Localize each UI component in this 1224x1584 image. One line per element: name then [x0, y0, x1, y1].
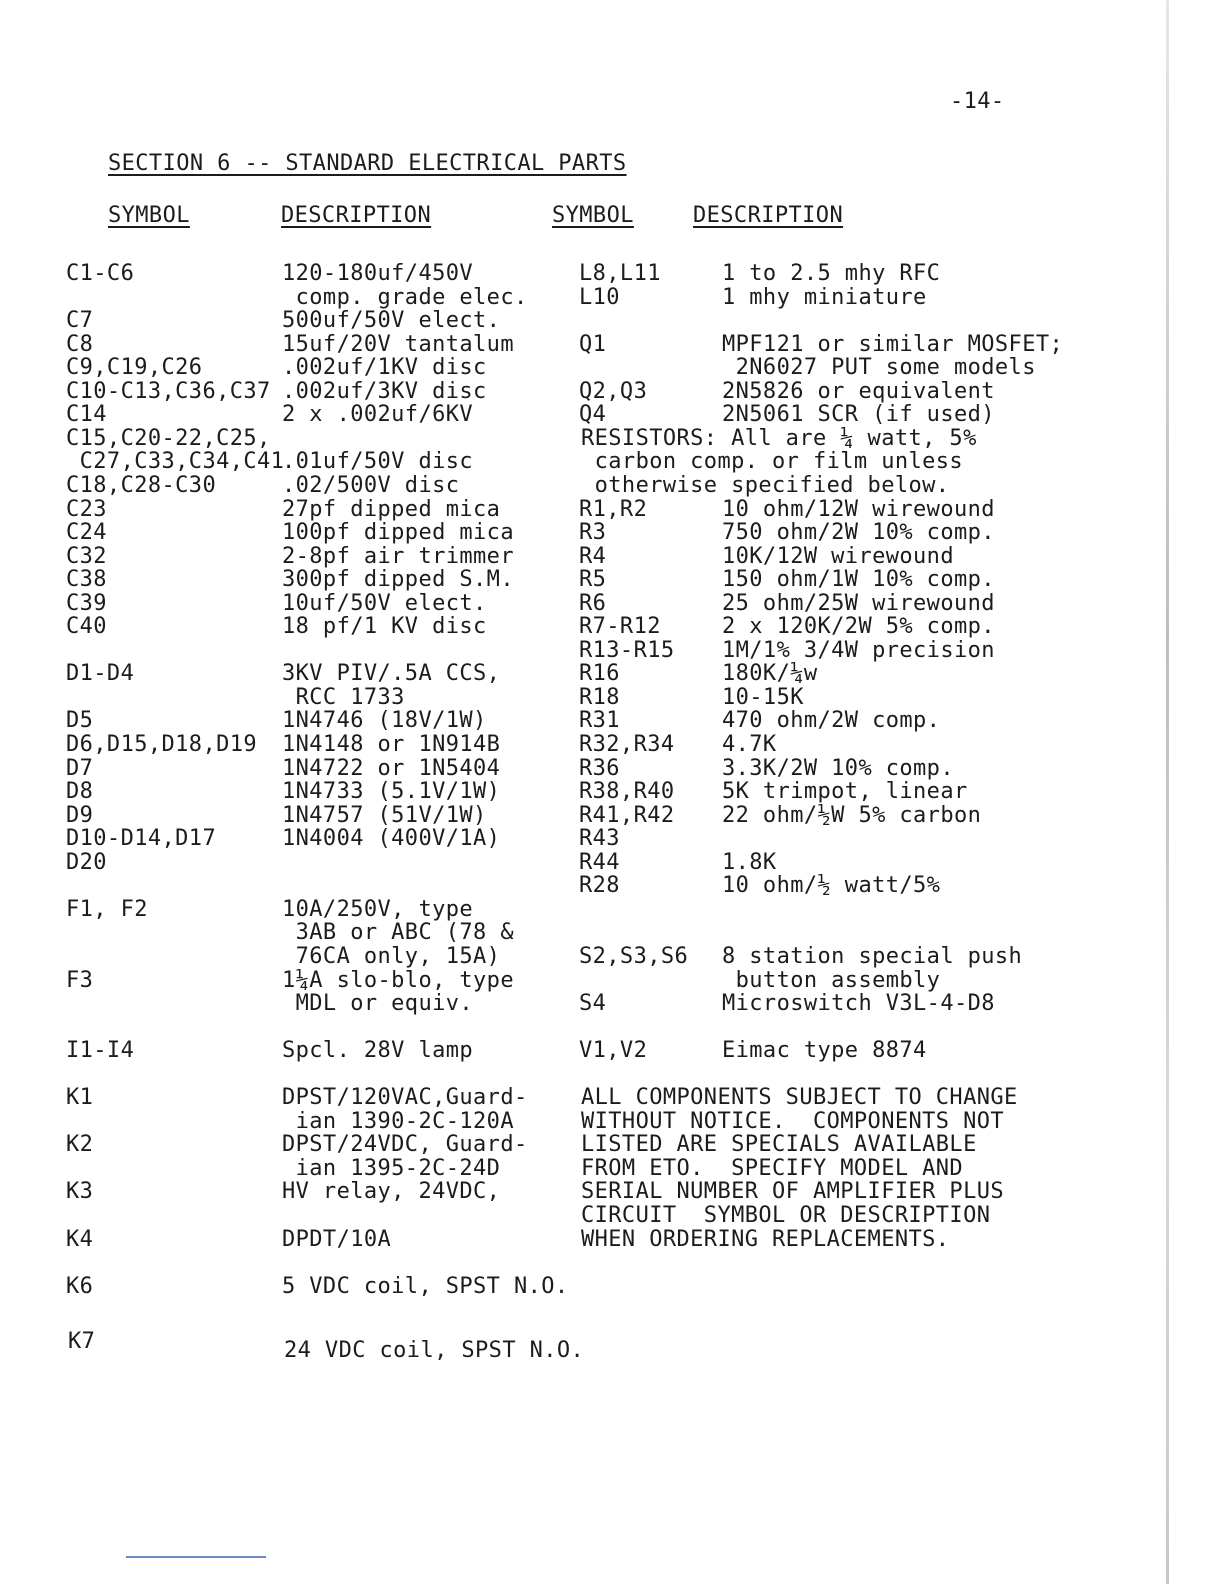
part-description: 3KV PIV/.5A CCS,	[282, 661, 501, 687]
part-description: 1N4722 or 1N5404	[282, 755, 501, 781]
part-description: 10uf/50V elect.	[282, 590, 487, 616]
part-description: MPF121 or similar MOSFET;	[722, 331, 1064, 357]
part-description: Spcl. 28V lamp	[282, 1038, 474, 1064]
part-symbol: R6	[579, 590, 607, 616]
part-symbol: R18	[579, 684, 620, 710]
part-symbol: I1-I4	[66, 1038, 135, 1064]
part-symbol: C8	[66, 331, 94, 357]
part-description: 120-180uf/450V	[282, 261, 474, 286]
part-symbol: R44	[579, 849, 620, 875]
part-description: DPDT/10A	[282, 1226, 392, 1252]
note-line: CIRCUIT SYMBOL OR DESCRIPTION	[581, 1203, 991, 1228]
note-line: SERIAL NUMBER OF AMPLIFIER PLUS	[581, 1179, 1004, 1205]
part-description: button assembly	[722, 967, 941, 993]
header-symbol-right: SYMBOL	[552, 203, 634, 228]
note-line: WITHOUT NOTICE. COMPONENTS NOT	[581, 1108, 1004, 1134]
part-description: 1N4148 or 1N914B	[282, 732, 501, 757]
part-symbol: C10-C13,C36,C37	[66, 378, 271, 404]
part-description: 10-15K	[722, 684, 804, 710]
part-description: 5K trimpot, linear	[722, 779, 968, 805]
part-symbol: L8,L11	[579, 261, 661, 286]
header-description-left: DESCRIPTION	[281, 203, 432, 228]
part-description: Eimac type 8874	[722, 1038, 927, 1064]
part-symbol: Q1	[579, 331, 607, 357]
part-description: 2N5826 or equivalent	[722, 378, 995, 404]
part-symbol: C27,C33,C34,C41	[66, 449, 285, 475]
part-description: RCC 1733	[282, 684, 405, 710]
note-line: otherwise specified below.	[581, 472, 950, 498]
part-description: MDL or equiv.	[282, 991, 474, 1017]
part-symbol: R13-R15	[579, 637, 675, 663]
part-symbol: C24	[66, 520, 107, 546]
part-symbol: R5	[579, 567, 607, 593]
part-description: 1M/1% 3/4W precision	[722, 637, 995, 663]
part-description: 2 x 120K/2W 5% comp.	[722, 614, 995, 640]
part-description: 2N5061 SCR (if used)	[722, 402, 995, 428]
part-symbol: D8	[66, 779, 94, 805]
part-symbol: K7	[68, 1329, 96, 1354]
part-description: 1N4733 (5.1V/1W)	[282, 779, 501, 805]
part-symbol: C32	[66, 543, 107, 569]
part-description: 10 ohm/12W wirewound	[722, 496, 995, 522]
part-symbol: D5	[66, 708, 94, 734]
part-symbol: C38	[66, 567, 107, 593]
part-symbol: Q4	[579, 402, 607, 428]
part-description: 300pf dipped S.M.	[282, 567, 514, 593]
part-symbol: C9,C19,C26	[66, 355, 203, 381]
part-description: 500uf/50V elect.	[282, 308, 501, 334]
part-symbol: R41,R42	[579, 802, 675, 828]
part-symbol: F1, F2	[66, 896, 148, 922]
note-line: LISTED ARE SPECIALS AVAILABLE	[581, 1132, 977, 1158]
part-symbol: C15,C20-22,C25,	[66, 425, 271, 451]
header-symbol-left: SYMBOL	[108, 203, 190, 228]
part-symbol: K4	[66, 1226, 94, 1252]
part-description: 150 ohm/1W 10% comp.	[722, 567, 995, 593]
part-description: 10 ohm/½ watt/5%	[722, 873, 941, 899]
part-description: 1 mhy miniature	[722, 284, 927, 310]
part-symbol: K1	[66, 1085, 94, 1111]
note-line: ALL COMPONENTS SUBJECT TO CHANGE	[581, 1085, 1018, 1111]
part-description: 24 VDC coil, SPST N.O.	[284, 1338, 585, 1363]
part-symbol: R36	[579, 755, 620, 781]
part-symbol: K6	[66, 1273, 94, 1299]
part-symbol: D20	[66, 849, 107, 875]
part-symbol: D10-D14,D17	[66, 826, 217, 852]
note-line: WHEN ORDERING REPLACEMENTS.	[581, 1226, 950, 1252]
part-description: 1N4746 (18V/1W)	[282, 708, 487, 734]
part-description: 1N4004 (400V/1A)	[282, 826, 501, 852]
part-symbol: D7	[66, 755, 94, 781]
part-symbol: R4	[579, 543, 607, 569]
part-symbol: C40	[66, 614, 107, 640]
part-description: 3.3K/2W 10% comp.	[722, 755, 954, 781]
note-line: RESISTORS: All are ¼ watt, 5%	[581, 425, 977, 451]
part-description: 4.7K	[722, 732, 777, 757]
part-description: 15uf/20V tantalum	[282, 331, 514, 357]
part-description: .02/500V disc	[282, 472, 460, 498]
part-symbol: R1,R2	[579, 496, 648, 522]
part-description: 18 pf/1 KV disc	[282, 614, 487, 640]
part-description: 2N6027 PUT some models	[722, 355, 1036, 381]
part-description: 76CA only, 15A)	[282, 943, 501, 969]
part-description: .01uf/50V disc	[282, 449, 474, 475]
part-symbol: L10	[579, 284, 620, 310]
part-symbol: C1-C6	[66, 261, 135, 286]
part-symbol: R32,R34	[579, 732, 675, 757]
part-description: 1.8K	[722, 849, 777, 875]
part-description: Microswitch V3L-4-D8	[722, 991, 995, 1017]
part-symbol: R38,R40	[579, 779, 675, 805]
part-description: .002uf/3KV disc	[282, 378, 487, 404]
part-description: 1¼A slo-blo, type	[282, 967, 514, 993]
part-description: 470 ohm/2W comp.	[722, 708, 941, 734]
part-symbol: R16	[579, 661, 620, 687]
part-description: 1N4757 (51V/1W)	[282, 802, 487, 828]
part-description: 10K/12W wirewound	[722, 543, 954, 569]
part-symbol: C23	[66, 496, 107, 522]
part-symbol: D6,D15,D18,D19	[66, 732, 258, 757]
part-symbol: D1-D4	[66, 661, 135, 687]
part-description: 5 VDC coil, SPST N.O.	[282, 1273, 569, 1299]
part-description: ian 1395-2C-24D	[282, 1155, 501, 1181]
part-symbol: F3	[66, 967, 94, 993]
part-description: comp. grade elec.	[282, 284, 528, 310]
page-number: -14-	[950, 89, 1005, 114]
note-line: carbon comp. or film unless	[581, 449, 964, 475]
part-symbol: D9	[66, 802, 94, 828]
part-description: 750 ohm/2W 10% comp.	[722, 520, 995, 546]
note-line: FROM ETO. SPECIFY MODEL AND	[581, 1155, 964, 1181]
scan-edge-bottom	[126, 1556, 266, 1558]
part-symbol: C7	[66, 308, 94, 334]
part-description: 180K/¼w	[722, 661, 818, 687]
part-symbol: R7-R12	[579, 614, 661, 640]
part-description: DPST/120VAC,Guard-	[282, 1085, 528, 1111]
part-description: 100pf dipped mica	[282, 520, 514, 546]
part-description: 10A/250V, type	[282, 896, 474, 922]
part-description: DPST/24VDC, Guard-	[282, 1132, 528, 1158]
scan-edge-right	[1166, 0, 1169, 1584]
part-symbol: C39	[66, 590, 107, 616]
part-description: 27pf dipped mica	[282, 496, 501, 522]
part-symbol: K2	[66, 1132, 94, 1158]
part-description: .002uf/1KV disc	[282, 355, 487, 381]
part-description: 2-8pf air trimmer	[282, 543, 514, 569]
section-title: SECTION 6 -- STANDARD ELECTRICAL PARTS	[108, 151, 627, 176]
part-description: HV relay, 24VDC,	[282, 1179, 501, 1205]
part-symbol: C14	[66, 402, 107, 428]
part-symbol: R43	[579, 826, 620, 852]
header-description-right: DESCRIPTION	[693, 203, 844, 228]
part-symbol: V1,V2	[579, 1038, 648, 1064]
part-description: 8 station special push	[722, 943, 1023, 969]
part-symbol: R28	[579, 873, 620, 899]
part-symbol: C18,C28-C30	[66, 472, 217, 498]
part-description: ian 1390-2C-120A	[282, 1108, 514, 1134]
part-symbol: R3	[579, 520, 607, 546]
part-description: 1 to 2.5 mhy RFC	[722, 261, 941, 286]
part-symbol: S4	[579, 991, 607, 1017]
part-description: 2 x .002uf/6KV	[282, 402, 474, 428]
part-symbol: S2,S3,S6	[579, 943, 689, 969]
part-description: 3AB or ABC (78 &	[282, 920, 514, 946]
part-symbol: K3	[66, 1179, 94, 1205]
part-description: 25 ohm/25W wirewound	[722, 590, 995, 616]
part-description: 22 ohm/½W 5% carbon	[722, 802, 982, 828]
part-symbol: Q2,Q3	[579, 378, 648, 404]
part-symbol: R31	[579, 708, 620, 734]
